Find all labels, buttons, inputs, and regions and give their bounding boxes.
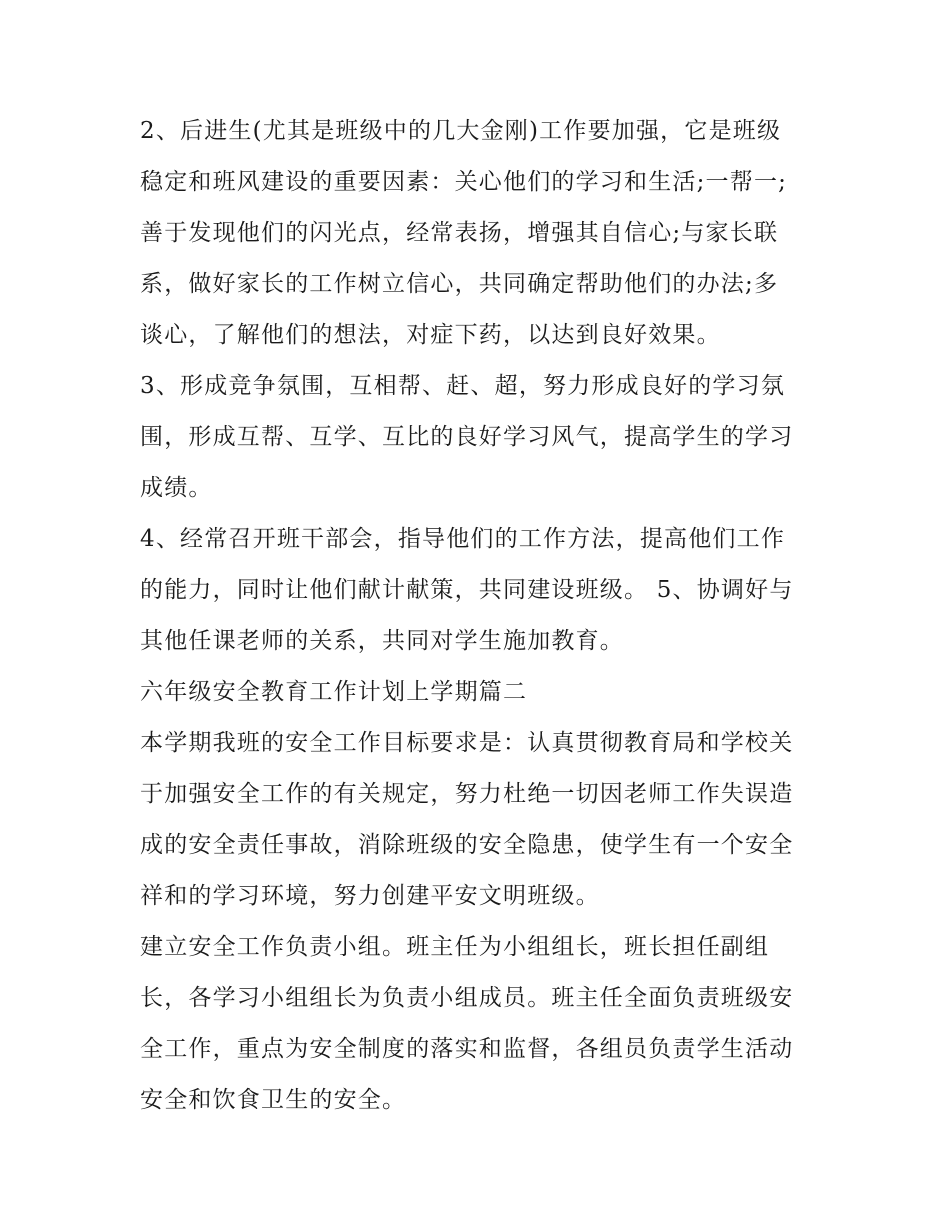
text-line: 谈心，了解他们的想法，对症下药，以达到良好效果。: [140, 322, 721, 348]
text-line: 围，形成互帮、互学、互比的良好学习风气，提高学生的学习: [140, 424, 794, 450]
text-line: 3、形成竞争氛围，互相帮、赶、超，努力形成良好的学习氛: [140, 373, 786, 399]
text-line: 其他任课老师的关系，共同对学生施加教育。: [140, 628, 624, 654]
text-line: 稳定和班风建设的重要因素：关心他们的学习和生活;一帮一;: [140, 169, 788, 195]
text-line: 系，做好家长的工作树立信心，共同确定帮助他们的办法;多: [140, 271, 779, 297]
text-line: 长，各学习小组组长为负责小组成员。班主任全面负责班级安: [140, 985, 794, 1011]
text-line: 成的安全责任事故，消除班级的安全隐患，使学生有一个安全: [140, 832, 794, 858]
text-line: 4、经常召开班干部会，指导他们的工作方法，提高他们工作: [140, 526, 786, 552]
document-body: [140, 106, 816, 1126]
text-line: 于加强安全工作的有关规定，努力杜绝一切因老师工作失误造: [140, 781, 794, 807]
text-line: 全工作，重点为安全制度的落实和监督，各组员负责学生活动: [140, 1036, 794, 1062]
text-line: 建立安全工作负责小组。班主任为小组组长，班长担任副组: [140, 934, 770, 960]
text-line: 2、后进生(尤其是班级中的几大金刚)工作要加强，它是班级: [140, 118, 782, 144]
text-line: 的能力，同时让他们献计献策，共同建设班级。 5、协调好与: [140, 577, 794, 603]
text-line: 安全和饮食卫生的安全。: [140, 1087, 407, 1113]
section-heading: 六年级安全教育工作计划上学期篇二: [140, 679, 528, 705]
text-line: 成绩。: [140, 475, 213, 501]
text-line: 祥和的学习环境，努力创建平安文明班级。: [140, 883, 600, 909]
text-line: 善于发现他们的闪光点，经常表扬，增强其自信心;与家长联: [140, 220, 779, 246]
text-line: 本学期我班的安全工作目标要求是：认真贯彻教育局和学校关: [140, 730, 794, 756]
